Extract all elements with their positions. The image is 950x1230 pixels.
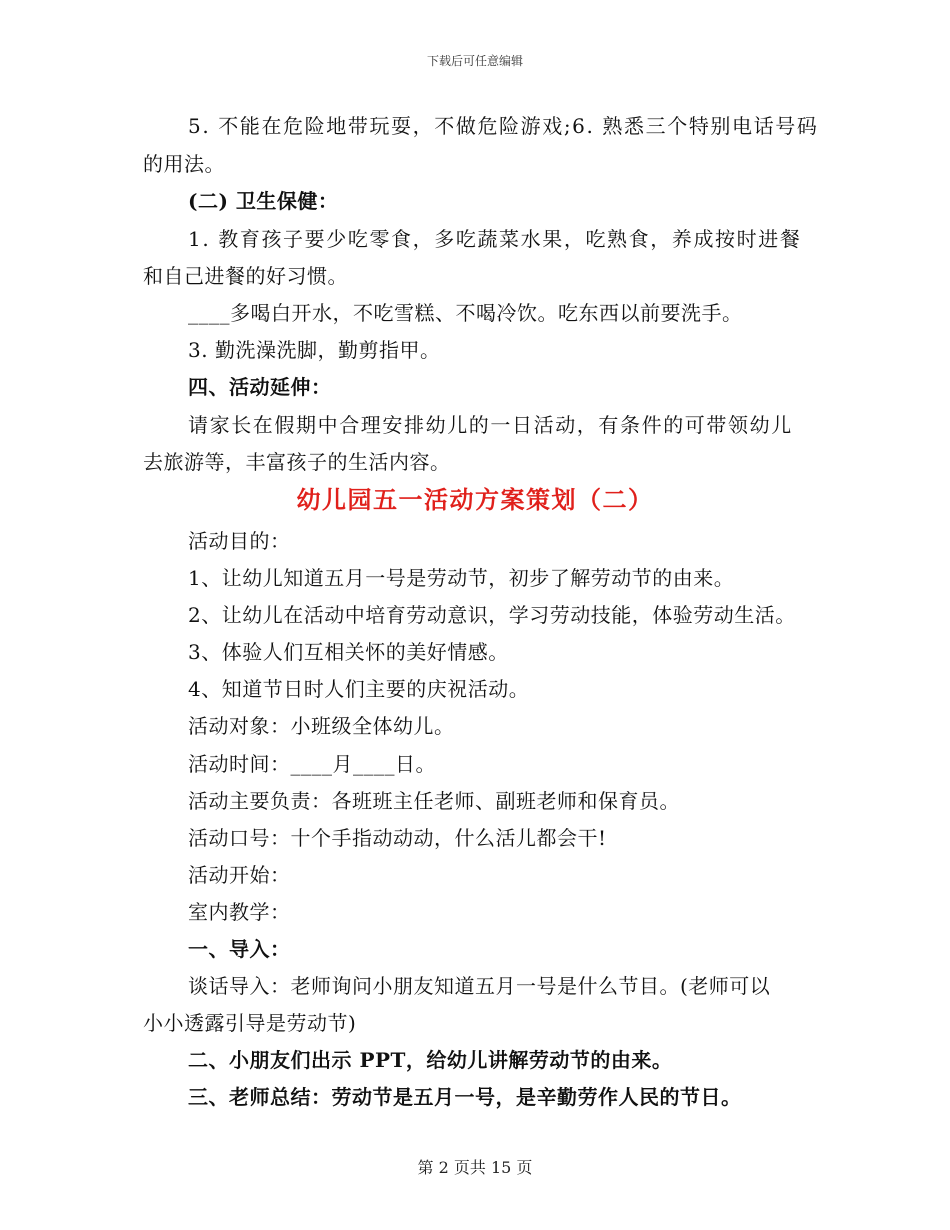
item5-line2: 的用法。 xyxy=(143,152,225,176)
activity-slogan: 活动口号：十个手指动动动，什么活儿都会干! xyxy=(188,826,607,850)
extend-line2: 去旅游等，丰富孩子的生活内容。 xyxy=(143,450,451,474)
hygiene1-line1: 1. 教育孩子要少吃零食，多吃蔬菜水果，吃熟食，养成按时进餐 xyxy=(188,227,802,251)
page-header: 下载后可任意编辑 xyxy=(426,54,523,68)
heading-extend: 四、活动延伸： xyxy=(188,375,332,399)
goal-3: 3、体验人们互相关怀的美好情感。 xyxy=(188,640,509,664)
page-footer: 第 2 页共 15 页 xyxy=(417,1158,533,1177)
hygiene2: ____多喝白开水，不吃雪糕、不喝冷饮。吃东西以前要洗手。 xyxy=(188,301,743,325)
activity-target: 活动对象：小班级全体幼儿。 xyxy=(188,714,455,738)
goal-label: 活动目的： xyxy=(188,529,291,553)
activity-responsible: 活动主要负责：各班班主任老师、副班老师和保育员。 xyxy=(188,789,680,813)
activity-start: 活动开始： xyxy=(188,863,291,887)
activity-time: 活动时间：____月____日。 xyxy=(188,752,436,776)
extend-line1: 请家长在假期中合理安排幼儿的一日活动，有条件的可带领幼儿 xyxy=(188,413,793,437)
step2: 二、小朋友们出示 PPT，给幼儿讲解劳动节的由来。 xyxy=(188,1048,673,1072)
hygiene1-line2: 和自己进餐的好习惯。 xyxy=(143,264,348,288)
hygiene3: 3. 勤洗澡洗脚，勤剪指甲。 xyxy=(188,338,441,362)
item5-line1: 5. 不能在危险地带玩耍，不做危险游戏;6. 熟悉三个特别电话号码 xyxy=(188,114,819,138)
section-title: 幼儿园五一活动方案策划（二） xyxy=(296,486,654,514)
goal-2: 2、让幼儿在活动中培育劳动意识，学习劳动技能，体验劳动生活。 xyxy=(188,603,796,627)
step3: 三、老师总结：劳动节是五月一号，是辛勤劳作人民的节日。 xyxy=(188,1085,742,1109)
step1-heading: 一、导入： xyxy=(188,937,291,961)
step1-line1: 谈话导入：老师询问小朋友知道五月一号是什么节目。(老师可以 xyxy=(188,974,771,998)
goal-4: 4、知道节日时人们主要的庆祝活动。 xyxy=(188,677,530,701)
goal-1: 1、让幼儿知道五月一号是劳动节，初步了解劳动节的由来。 xyxy=(188,566,735,590)
heading-hygiene: (二) 卫生保健： xyxy=(188,189,339,213)
indoor-teaching: 室内教学： xyxy=(188,900,291,924)
step1-line2: 小小透露引导是劳动节) xyxy=(143,1011,357,1035)
